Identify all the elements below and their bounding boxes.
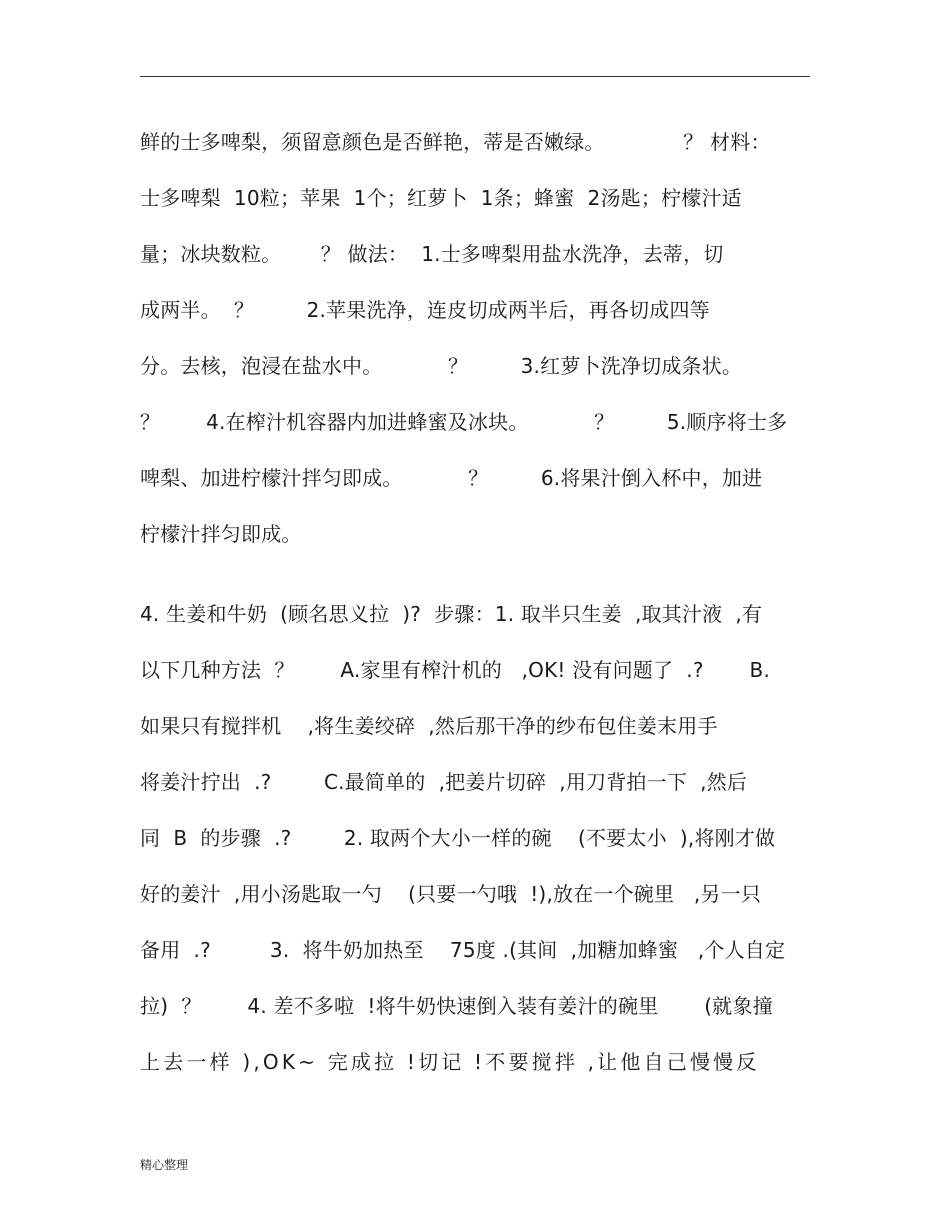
text-line: 士多啤梨 10粒；苹果 1个；红萝卜 1条；蜂蜜 2汤匙；柠檬汁适 — [140, 186, 742, 210]
text-line: 以下几种方法 ？ A.家里有榨汁机的 ,OK! 没有问题了 .? B. — [140, 658, 771, 682]
text-line: 鲜的士多啤梨，须留意颜色是否鲜艳，蒂是否嫩绿。 ？ 材料： — [140, 130, 771, 154]
text-line: 4. 生姜和牛奶 (顾名思义拉 )? 步骤：1. 取半只生姜 ,取其汁液 ,有 — [140, 602, 763, 626]
text-line: 将姜汁拧出 .? C.最简单的 ,把姜片切碎 ,用刀背拍一下 ,然后 — [140, 770, 748, 794]
text-line: ？ 4.在榨汁机容器内加进蜂蜜及冰块。 ？ 5.顺序将士多 — [140, 410, 788, 434]
header-rule — [140, 76, 810, 77]
text-line: 好的姜汁 ,用小汤匙取一勺 (只要一勺哦 !),放在一个碗里 ,另一只 — [140, 882, 762, 906]
text-line: 分。去核，泡浸在盐水中。 ？ 3.红萝卜洗净切成条状。 — [140, 354, 743, 378]
text-line: 备用 .? 3. 将牛奶加热至 75度 .(其间 ,加糖加蜂蜜 ,个人自定 — [140, 938, 786, 962]
text-line: 如果只有搅拌机 ,将生姜绞碎 ,然后那干净的纱布包住姜末用手 — [140, 714, 718, 738]
text-line: 量；冰块数粒。 ？ 做法： 1.士多啤梨用盐水洗净，去蒂，切 — [140, 242, 724, 266]
page-footer: 精心整理 — [140, 1158, 189, 1172]
text-line: 啤梨、加进柠檬汁拌匀即成。 ？ 6.将果汁倒入杯中，加进 — [140, 466, 763, 490]
text-line: 拉) ？ 4. 差不多啦 !将牛奶快速倒入装有姜汁的碗里 (就象撞 — [140, 994, 773, 1018]
text-line: 成两半。 ？ 2.苹果洗净，连皮切成两半后，再各切成四等 — [140, 298, 710, 322]
text-line: 柠檬汁拌匀即成。 — [140, 522, 302, 546]
text-line: 上去一样 ),OK~ 完成拉 !切记 !不要搅拌 ,让他自己慢慢反 — [140, 1050, 760, 1074]
text-line: 同 B 的步骤 .? 2. 取两个大小一样的碗 (不要太小 ),将刚才做 — [140, 826, 776, 850]
